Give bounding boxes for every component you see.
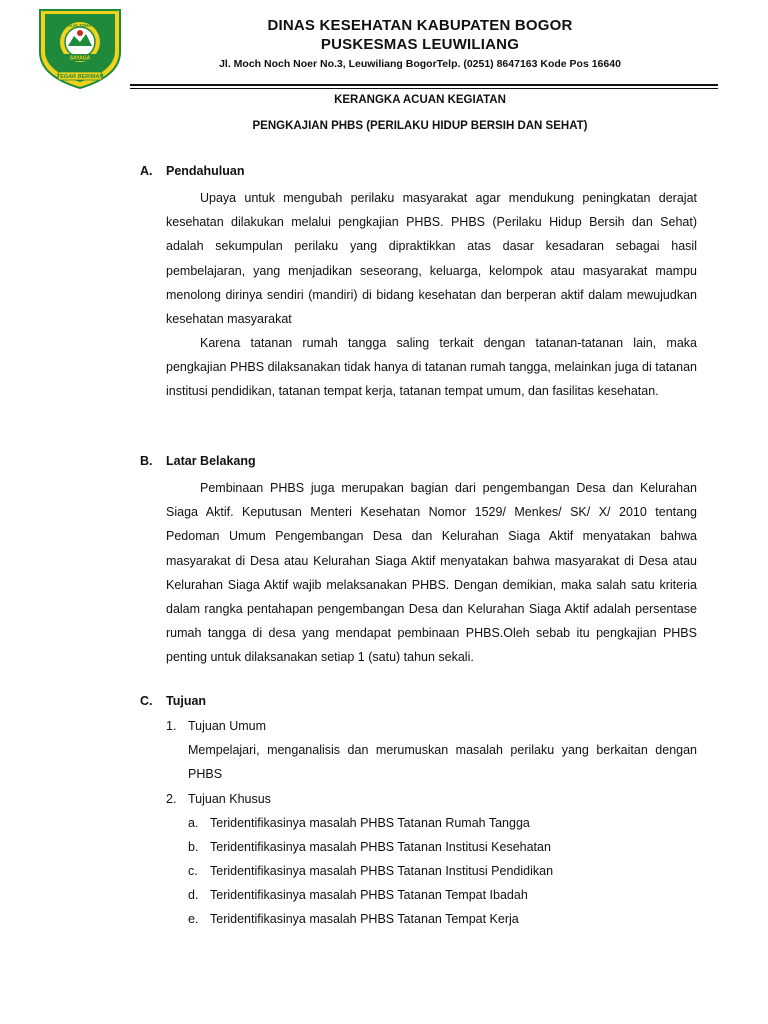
section-letter: C. — [140, 694, 153, 708]
section-title: Pendahuluan — [166, 164, 245, 178]
list-text: Teridentifikasinya masalah PHBS Tatanan Institusi Pendidikan — [210, 864, 554, 878]
letterhead-rule-thick — [130, 84, 718, 86]
list-item — [188, 863, 553, 879]
list-item — [188, 839, 551, 855]
list-letter: d. — [188, 888, 199, 902]
document-title: KERANGKA ACUAN KEGIATAN — [334, 94, 506, 106]
section-title: Tujuan — [166, 694, 207, 708]
section-title: Latar Belakang — [166, 454, 256, 468]
document-subtitle: PENGKAJIAN PHBS (PERILAKU HIDUP BERSIH DAN SEHAT) — [252, 120, 588, 132]
list-letter: a. — [188, 816, 199, 830]
seal-motto-text: TEGAR BERIMAN — [56, 74, 104, 80]
seal-ribbon-text: SAYAGA — [69, 55, 91, 62]
letterhead-puskesmas: PUSKESMAS LEUWILIANG — [320, 36, 520, 53]
section-c-heading — [140, 694, 206, 708]
list-letter: b. — [188, 840, 199, 854]
section-letter: A. — [140, 164, 153, 178]
list-item — [188, 887, 528, 903]
list-label: Tujuan Khusus — [188, 792, 271, 806]
list-item-tujuan-umum — [166, 718, 266, 734]
list-item — [188, 815, 530, 831]
list-number: 2. — [166, 792, 177, 806]
list-label: Tujuan Umum — [188, 719, 267, 733]
letterhead-address: Jl. Moch Noch Noer No.3, Leuwiliang BogorTelp. (0251) 8647163 Kode Pos 16640 — [219, 58, 621, 70]
list-item-tujuan-khusus — [166, 791, 271, 807]
list-letter: c. — [188, 864, 198, 878]
list-text: Teridentifikasinya masalah PHBS Tatanan Institusi Kesehatan — [210, 840, 551, 854]
list-letter: e. — [188, 912, 199, 926]
list-number: 1. — [166, 719, 177, 733]
letterhead-rule-thin — [130, 88, 718, 89]
section-letter: B. — [140, 454, 153, 468]
section-b-heading — [140, 454, 256, 468]
list-text: Teridentifikasinya masalah PHBS Tatanan Rumah Tangga — [210, 816, 530, 830]
section-a-heading — [140, 164, 244, 178]
list-item — [188, 911, 519, 927]
section-a-paragraph-1: Upaya untuk mengubah perilaku masyarakat agar mendukung peningkatan derajat kesehatan dilakukan melalui pengkajian PHBS. PHBS (Perilaku Hidup Bersih dan Sehat) adalah sekumpulan perilaku yang dipraktikkan atas dasar kesadaran sebagai hasil pembelajaran, yang menjadikan seseorang, keluarga, kelompok atau masyarakat mampu menolong dirinya sendiri (mandiri) di bidang kesehatan dan berperan aktif dalam mewujudkan kesehatan masyarakat — [166, 191, 697, 327]
letterhead — [140, 16, 700, 73]
seal-top-text: PRAJA TOHAYA — [62, 23, 98, 28]
list-text: Teridentifikasinya masalah PHBS Tatanan Tempat Kerja — [210, 912, 519, 926]
section-a-paragraph-2: Karena tatanan rumah tangga saling terkait dengan tatanan-tatanan lain, maka pengkajian PHBS dilaksanakan tidak hanya di tatanan rumah tangga, melainkan juga di tatanan institusi pendidikan, tatanan tempat kerja, tatanan tempat umum, dan fasilitas kesehatan. — [166, 336, 697, 399]
section-b-paragraph-1: Pembinaan PHBS juga merupakan bagian dari pengembangan Desa dan Kelurahan Siaga Aktif. Keputusan Menteri Kesehatan Nomor 1529/ Menkes/ SK/ X/ 2010 tentang Pedoman Umum Pengembangan Desa dan Kelurahan Siaga Aktif menyatakan bahwa masyarakat di Desa atau Kelurahan Siaga Aktif menyatakan bahwa masyarakat di Desa atau Kelurahan Siaga Aktif wajib melaksanakan PHBS. Dengan demikian, maka salah satu kriteria dalam rangka pentahapan pengembangan Desa dan Kelurahan Siaga Aktif adalah persentase rumah tangga di desa yang mendapat pembinaan PHBS.Oleh sebab itu pengkajian PHBS penting untuk dilaksanakan setiap 1 (satu) tahun sekali. — [166, 481, 697, 665]
list-text: Teridentifikasinya masalah PHBS Tatanan Tempat Ibadah — [210, 888, 528, 902]
bogor-regency-seal-icon — [28, 6, 132, 90]
letterhead-agency: DINAS KESEHATAN KABUPATEN BOGOR — [267, 17, 573, 34]
tujuan-umum-text: Mempelajari, menganalisis dan merumuskan masalah perilaku yang berkaitan dengan PHBS — [188, 743, 697, 782]
